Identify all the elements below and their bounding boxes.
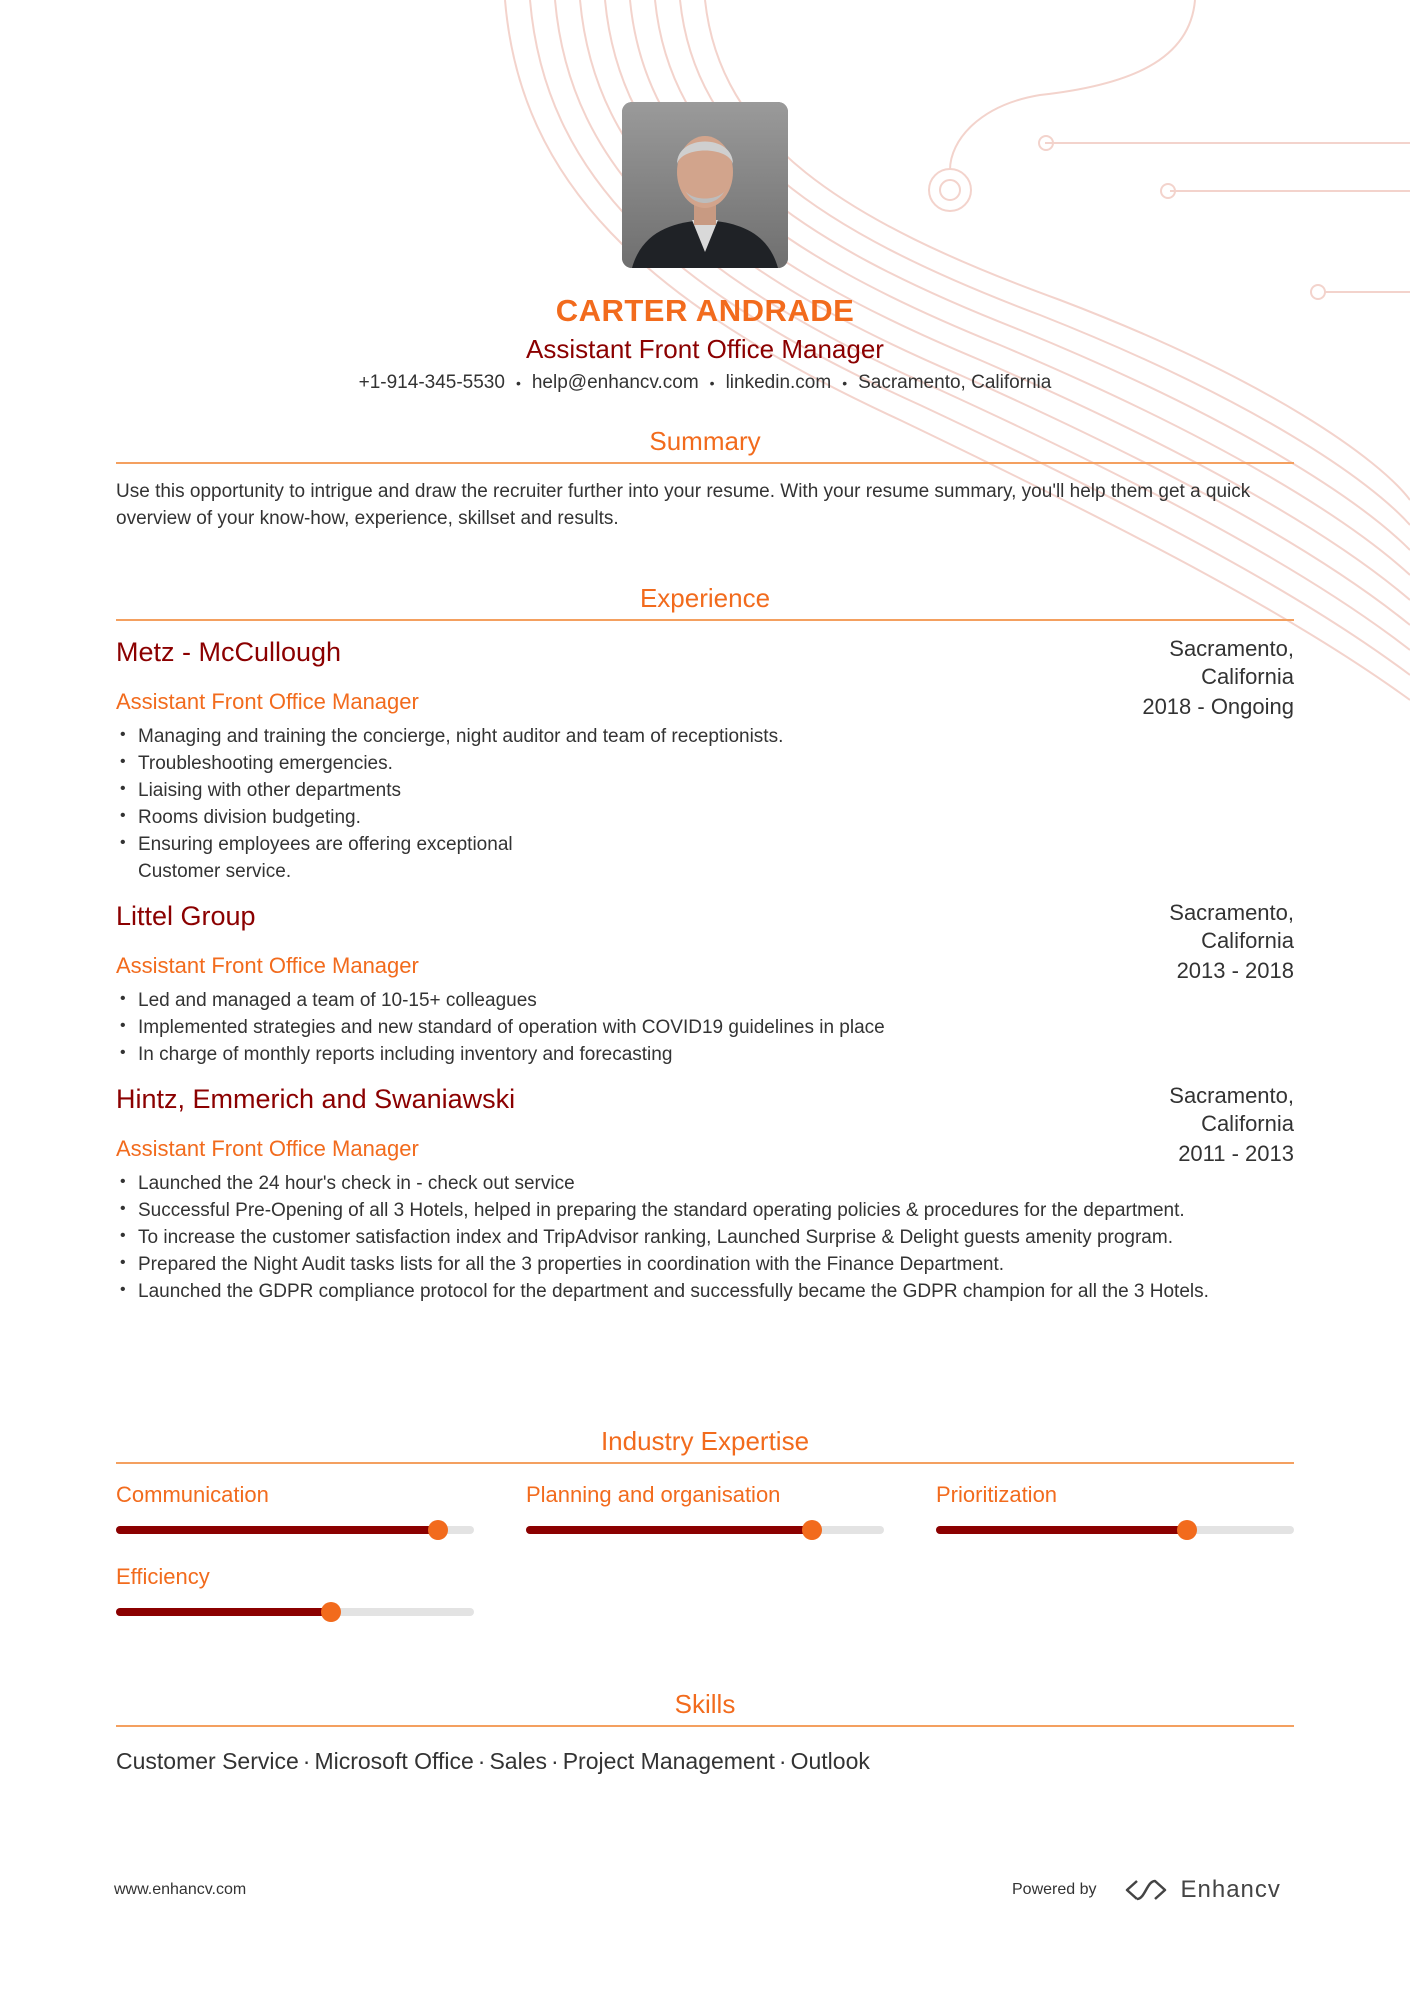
expertise-label: Prioritization (936, 1482, 1058, 1507)
candidate-title: Assistant Front Office Manager (526, 334, 884, 364)
job-meta (1134, 1082, 1294, 1168)
phone-number[interactable]: +1-914-345-5530 (358, 372, 505, 394)
job-dates: 2018 - Ongoing (1142, 694, 1294, 719)
expertise-item (526, 1480, 884, 1534)
expertise-bar (526, 1526, 884, 1534)
skills-list (116, 1745, 1294, 1777)
skill-separator: · (551, 1748, 559, 1774)
expertise-grid (116, 1480, 1294, 1616)
skill-item: Outlook (790, 1748, 870, 1774)
brand-name: Enhancv (1180, 1876, 1281, 1903)
expertise-bar-knob (428, 1520, 448, 1540)
expertise-bar-fill (936, 1526, 1187, 1534)
skill-item: Microsoft Office (314, 1748, 474, 1774)
expertise-bar-knob (802, 1520, 822, 1540)
location-text: Sacramento, California (858, 372, 1052, 394)
expertise-label: Planning and organisation (526, 1482, 781, 1507)
footer-website[interactable]: www.enhancv.com (114, 1881, 247, 1898)
job-meta (1134, 899, 1294, 985)
expertise-bar-fill (116, 1526, 438, 1534)
list-item: • Launched the GDPR compliance protocol for the department and successfully became the GDPR champion for all the 3 Hotels. (116, 1278, 1294, 1305)
expertise-bar (936, 1526, 1294, 1534)
separator-dot: • (515, 375, 521, 391)
job-meta (1134, 635, 1294, 721)
experience-section (116, 581, 1294, 1305)
list-item: • Prepared the Night Audit tasks lists for all the 3 properties in coordination with the Finance Department. (116, 1251, 1294, 1278)
job-company: Hintz, Emmerich and Swaniawski (116, 1084, 516, 1114)
job-bullets (116, 723, 1294, 885)
job-dates: 2011 - 2013 (1178, 1141, 1294, 1166)
skill-separator: · (302, 1748, 311, 1774)
expertise-bar-fill (526, 1526, 812, 1534)
candidate-name: CARTER ANDRADE (555, 293, 855, 328)
list-item: • Managing and training the concierge, night auditor and team of receptionists. (116, 723, 1294, 750)
list-item: • To increase the customer satisfaction index and TripAdvisor ranking, Launched Surprise & Delight guests amenity program. (116, 1224, 1294, 1251)
separator-dot: • (842, 375, 848, 391)
skill-separator: · (778, 1748, 787, 1774)
list-item: • Implemented strategies and new standard of operation with COVID19 guidelines in place (116, 1014, 1294, 1041)
job-dates: 2013 - 2018 (1176, 958, 1294, 983)
expertise-bar-knob (1177, 1520, 1197, 1540)
job-company: Littel Group (116, 901, 256, 931)
expertise-item (116, 1562, 474, 1616)
list-item: • Successful Pre-Opening of all 3 Hotels, helped in preparing the standard operating policies & procedures for the department. (116, 1197, 1294, 1224)
list-item: • Led and managed a team of 10-15+ colleagues (116, 987, 1294, 1014)
job-location: Sacramento, California (1169, 900, 1294, 953)
job-bullets (116, 987, 1294, 1068)
separator-dot: • (709, 375, 715, 391)
expertise-bar (116, 1526, 474, 1534)
expertise-item (116, 1480, 474, 1534)
skill-item: Customer Service (116, 1748, 299, 1774)
job-location: Sacramento, California (1169, 636, 1294, 689)
skill-item: Sales (489, 1748, 548, 1774)
summary-text: Use this opportunity to intrigue and draw the recruiter further into your resume. With your resume summary, you'll help them get a quick overview of your know-how, experience, skillset and results. (116, 481, 1251, 529)
list-item: • In charge of monthly reports including inventory and forecasting (116, 1041, 1294, 1068)
job-role: Assistant Front Office Manager (116, 689, 419, 714)
job-entry (116, 1082, 1294, 1305)
list-item: • Launched the 24 hour's check in - check out service (116, 1170, 1294, 1197)
skills-section (116, 1687, 1294, 1777)
list-item: • Ensuring employees are offering exceptional Customer service. (116, 831, 578, 885)
list-item: • Liaising with other departments (116, 777, 1294, 804)
summary-heading: Summary (116, 424, 1294, 464)
footer-brand (1012, 1870, 1281, 1910)
email-link[interactable]: help@enhancv.com (531, 372, 699, 394)
resume-header (0, 290, 1410, 398)
list-item: • Rooms division budgeting. (116, 804, 1294, 831)
skill-item: Project Management (562, 1748, 775, 1774)
skill-separator: · (477, 1748, 486, 1774)
profile-photo (622, 102, 788, 268)
skills-heading: Skills (116, 1687, 1294, 1727)
powered-by-label: Powered by (1012, 1881, 1097, 1898)
job-company: Metz - McCullough (116, 637, 342, 667)
expertise-item (936, 1480, 1294, 1534)
expertise-heading: Industry Expertise (116, 1424, 1294, 1464)
enhancv-logo-icon (1123, 1877, 1169, 1903)
person-portrait-icon (622, 102, 788, 268)
expertise-bar-knob (321, 1602, 341, 1622)
job-role: Assistant Front Office Manager (116, 1136, 419, 1161)
expertise-section (116, 1424, 1294, 1616)
job-entry (116, 635, 1294, 885)
linkedin-link[interactable]: linkedin.com (725, 372, 832, 394)
list-item: • Troubleshooting emergencies. (116, 750, 1294, 777)
job-role: Assistant Front Office Manager (116, 953, 419, 978)
expertise-label: Communication (116, 1482, 269, 1507)
expertise-bar (116, 1608, 474, 1616)
contact-info (0, 368, 1410, 398)
expertise-label: Efficiency (116, 1564, 210, 1589)
expertise-bar-fill (116, 1608, 331, 1616)
job-bullets (116, 1170, 1294, 1305)
job-entry (116, 899, 1294, 1068)
summary-section (116, 424, 1294, 532)
experience-heading: Experience (116, 581, 1294, 621)
job-location: Sacramento, California (1169, 1083, 1294, 1136)
